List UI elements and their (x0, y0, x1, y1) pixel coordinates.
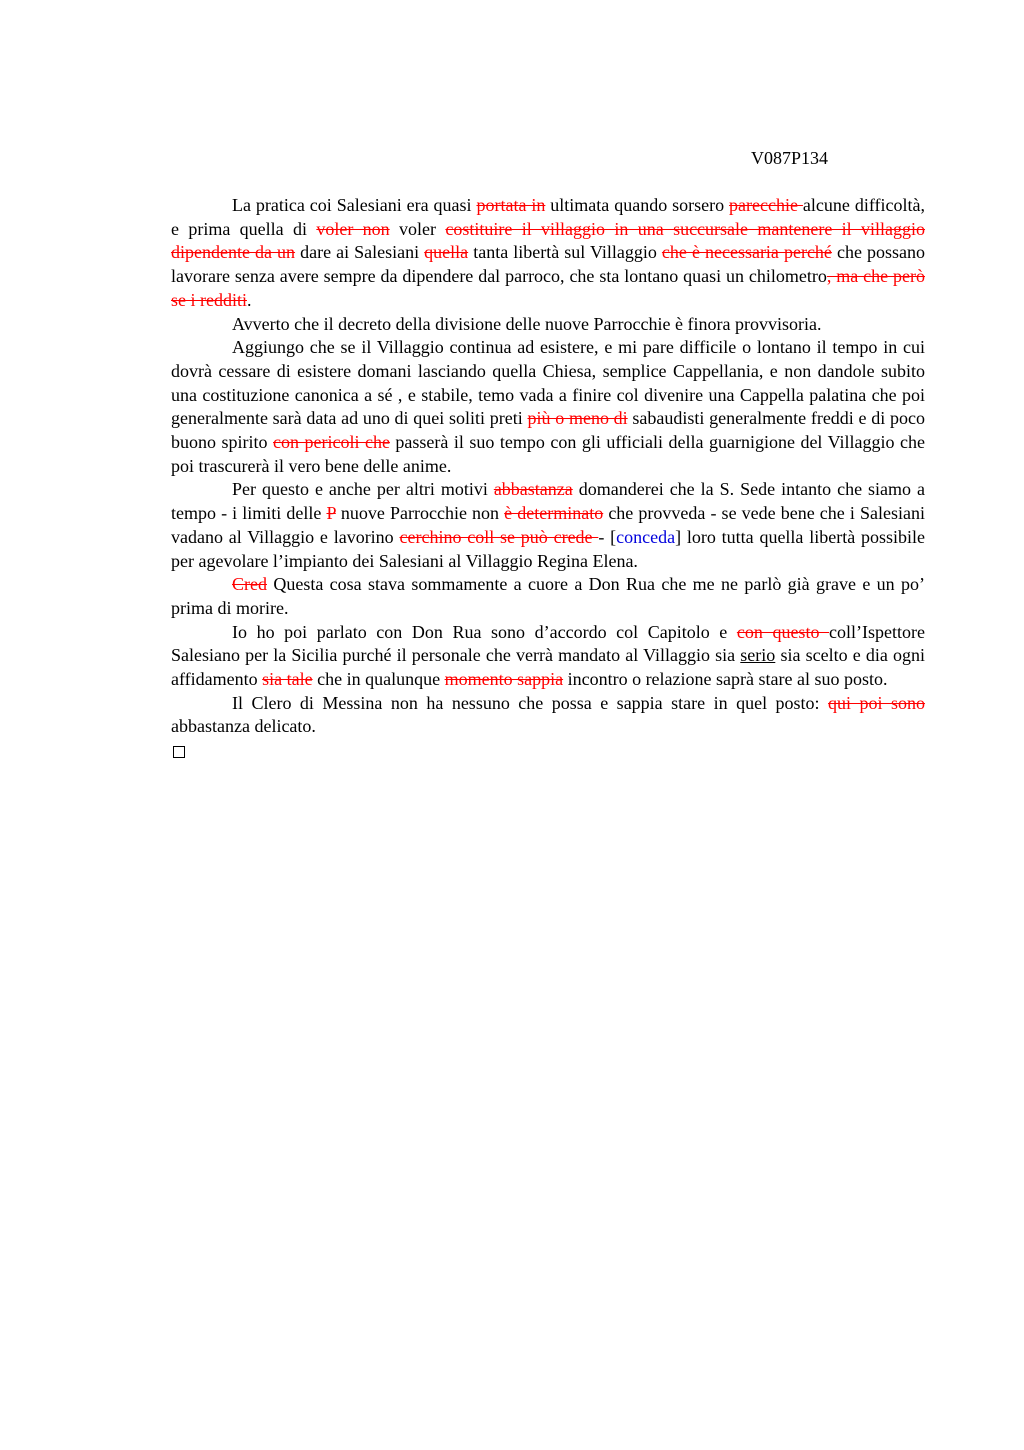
text-segment: Io ho poi parlato con Don Rua sono d’accordo col Capitolo e (232, 621, 737, 642)
deleted-text: portata in (476, 195, 546, 215)
deleted-text: parecchie (729, 195, 803, 215)
deleted-text: che è necessaria perché (661, 242, 832, 263)
text-segment: sia scelto e dia ogni affidamento (171, 645, 925, 690)
inserted-text: conceda (616, 526, 676, 547)
text-segment: ultimata quando sorsero (545, 195, 730, 215)
text-segment: alcune difficoltà, e prima quella di (171, 195, 925, 239)
text-segment: dare ai Salesiani (295, 242, 425, 263)
deleted-text: quella (424, 242, 469, 263)
deleted-text: P (326, 503, 336, 524)
square-box-icon (173, 746, 185, 758)
text-segment: incontro o relazione saprà stare al suo posto. (563, 669, 888, 690)
paragraph (171, 194, 925, 313)
paragraph-container (171, 194, 925, 739)
text-segment: tanta libertà sul Villaggio (468, 242, 662, 263)
deleted-text: qui poi sono (828, 692, 925, 713)
deleted-text: , ma che però se i redditi (171, 266, 925, 310)
paragraph (171, 692, 925, 739)
paragraph (171, 478, 925, 573)
text-segment: - [ (598, 526, 617, 547)
deleted-text: costituire il villaggio in una succursale mantenere il villaggio dipendente da un (171, 218, 926, 263)
deleted-text: abbastanza (493, 479, 573, 500)
deleted-text: sia tale (262, 669, 313, 690)
text-segment: nuove Parrocchie non (335, 503, 505, 524)
text-segment: Per questo e anche per altri motivi (232, 479, 494, 500)
text-segment: Il Clero di Messina non ha nessuno che possa e sappia stare in quel posto: (232, 692, 829, 713)
text-segment: ] loro tutta quella libertà possibile per agevolare l’impianto dei Salesiani al Villaggio Regina Elena. (171, 526, 925, 571)
text-segment: Questa cosa stava sommamente a cuore a Don Rua che me ne parlò già grave e un po’ prima di morire. (171, 574, 925, 618)
deleted-text: Cred (232, 574, 267, 595)
document-body (171, 194, 925, 758)
paragraph (171, 336, 925, 478)
text-segment: abbastanza delicato. (171, 716, 316, 737)
deleted-text: momento sappia (444, 669, 564, 690)
deleted-text: con pericoli che (273, 432, 390, 453)
text-segment: La pratica coi Salesiani era quasi (232, 195, 477, 215)
deleted-text: voler non (316, 218, 390, 239)
deleted-text: cerchino coll se può crede (399, 526, 599, 547)
text-segment: che possano lavorare senza avere sempre da dipendere dal parroco, che sta lontano quasi un chilometro (171, 242, 925, 287)
paragraph (171, 621, 925, 692)
deleted-text: più o meno di (527, 408, 628, 429)
text-segment: . (246, 289, 252, 310)
text-segment: Aggiungo che se il Villaggio continua ad esistere, e mi pare difficile o lontano il tempo in cui dovrà cessare di esistere domani lasciando quella Chiesa, semplice Cappellania, e non dandole subito una costituzione canonica a sé , e stabile, temo vada a finire col divenire una Cappella palatina che poi generalmente sarà data ad uno di quei soliti preti (171, 337, 925, 429)
text-segment: domanderei che la S. Sede intanto che siamo a tempo - i limiti delle (171, 479, 926, 524)
paragraph (171, 573, 925, 620)
text-segment: sabaudisti generalmente freddi e di poco buono spirito (171, 408, 925, 453)
underlined-text: serio (740, 645, 776, 666)
text-segment: coll’Ispettore Salesiano per la Sicilia purché il personale che verrà mandato al Villaggio sia (171, 621, 925, 666)
text-segment: Avverto che il decreto della divisione delle nuove Parrocchie è finora provvisoria. (232, 313, 822, 334)
text-segment: che in qualunque (312, 669, 445, 690)
text-segment: che provveda - se vede bene che i Salesiani vadano al Villaggio e lavorino (171, 503, 925, 547)
deleted-text: con questo (736, 621, 830, 642)
paragraph (171, 313, 925, 337)
text-segment: voler (389, 218, 446, 239)
deleted-text: è determinato (504, 503, 604, 524)
text-segment: passerà il suo tempo con gli ufficiali della guarnigione del Villaggio che poi trascurerà il vero bene delle anime. (171, 432, 925, 476)
page-identifier: V087P134 (751, 148, 829, 168)
